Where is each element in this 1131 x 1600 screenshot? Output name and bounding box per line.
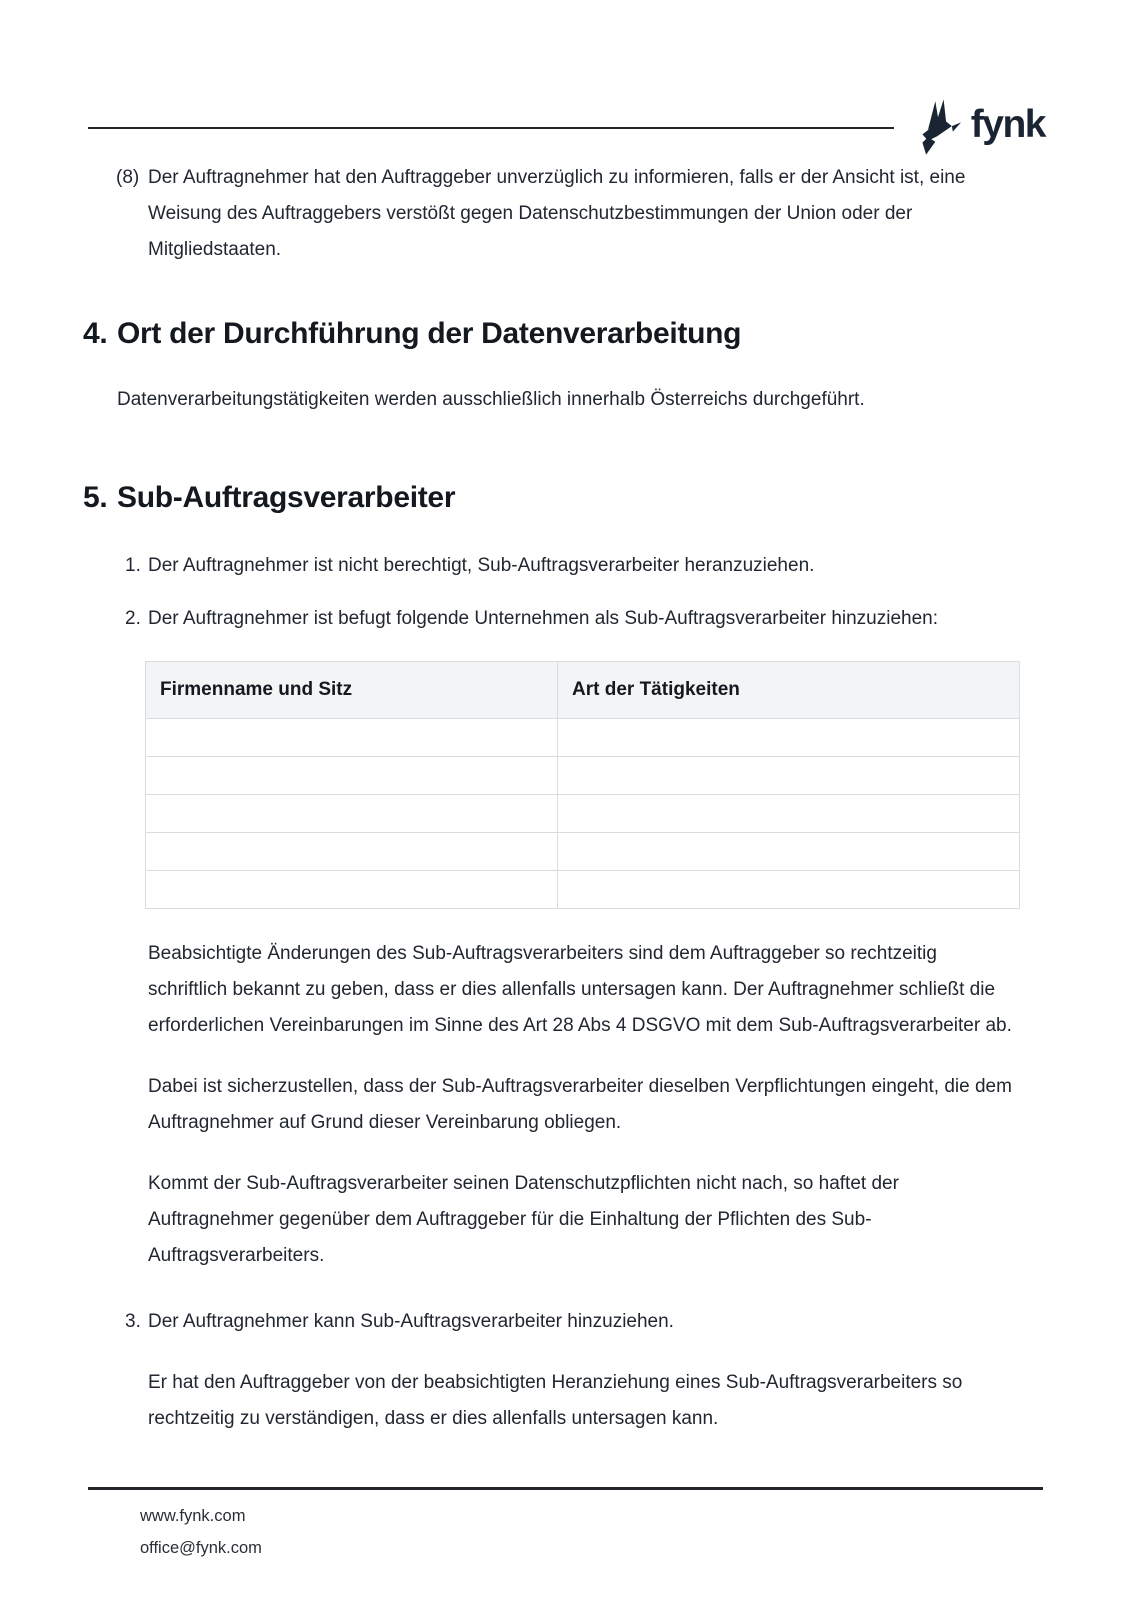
table-row (146, 719, 1020, 757)
clause-8 (116, 160, 1043, 268)
page-header (0, 0, 1131, 160)
section-5-title: Sub-Auftragsverarbeiter (117, 481, 456, 514)
table-cell (146, 757, 558, 795)
section-4-title: Ort der Durchführung der Datenverarbeitung (117, 317, 742, 350)
list-item-2-text: Der Auftragnehmer ist befugt folgende Unternehmen als Sub-Auftragsverarbeiter hinzuziehen: (148, 608, 939, 629)
page-footer (88, 1487, 1043, 1564)
table-cell (558, 833, 1020, 871)
footer-email-link[interactable]: office@fynk.com (140, 1539, 262, 1557)
list-item-3 (125, 1304, 1131, 1340)
list-item-1-number: 1. (125, 555, 141, 576)
section-4-number: 4. (83, 317, 108, 350)
fynk-logo (916, 98, 1045, 156)
footer-contact (140, 1500, 1043, 1564)
table-row (146, 871, 1020, 909)
clause-8-text: Der Auftragnehmer hat den Auftraggeber unverzüglich zu informieren, falls er der Ansicht ist, eine Weisung des Auftraggebers verstößt gegen Datenschutzbestimmungen der Union oder der Mitgliedstaaten. (148, 167, 966, 260)
table-row (146, 833, 1020, 871)
clause-8-number: (8) (116, 167, 140, 188)
paragraph-obligations: Dabei ist sicherzustellen, dass der Sub-Auftragsverarbeiter dieselben Verpflichtungen eingeht, die dem Auftragnehmer auf Grund dieser Vereinbarung obliegen. (148, 1076, 1012, 1133)
list-item-1 (125, 548, 1131, 584)
footer-website-link[interactable]: www.fynk.com (140, 1507, 246, 1525)
table-cell (558, 795, 1020, 833)
table-row (146, 795, 1020, 833)
list-item-3-number: 3. (125, 1311, 141, 1332)
subprocessor-table-body (146, 719, 1020, 909)
table-row (146, 757, 1020, 795)
section-5-heading (83, 480, 1131, 516)
table-cell (558, 719, 1020, 757)
table-cell (146, 719, 558, 757)
table-cell (146, 871, 558, 909)
section-5-list (0, 548, 1131, 1437)
section-5-number: 5. (83, 481, 108, 514)
list-item-2-number: 2. (125, 608, 141, 629)
table-cell (558, 871, 1020, 909)
list-item-3-text: Der Auftragnehmer kann Sub-Auftragsverarbeiter hinzuziehen. (148, 1311, 674, 1332)
table-cell (146, 833, 558, 871)
paragraph-item3-detail: Er hat den Auftraggeber von der beabsichtigten Heranziehung eines Sub-Auftragsverarbeiters so rechtzeitig zu verständigen, dass er dies allenfalls untersagen kann. (148, 1372, 963, 1429)
footer-divider (88, 1487, 1043, 1490)
list-item-1-text: Der Auftragnehmer ist nicht berechtigt, Sub-Auftragsverarbeiter heranzuziehen. (148, 555, 815, 576)
table-cell (146, 795, 558, 833)
section-4-heading (83, 316, 1131, 352)
origami-bird-icon (916, 98, 962, 156)
column-header-company: Firmenname und Sitz (146, 662, 558, 719)
document-body (0, 160, 1131, 1437)
list-item-2 (125, 601, 1131, 637)
section-4-paragraph: Datenverarbeitungstätigkeiten werden ausschließlich innerhalb Österreichs durchgeführt. (117, 389, 865, 410)
table-header-row (146, 662, 1020, 719)
header-divider (88, 127, 894, 129)
subprocessor-table (145, 661, 1020, 909)
subprocessor-table-head (146, 662, 1020, 719)
paragraph-liability: Kommt der Sub-Auftragsverarbeiter seinen Datenschutzpflichten nicht nach, so haftet der Auftragnehmer gegenüber dem Auftraggeber für die Einhaltung der Pflichten des Sub-Auftragsverarbeiters. (148, 1173, 899, 1266)
column-header-activities: Art der Tätigkeiten (558, 662, 1020, 719)
table-cell (558, 757, 1020, 795)
paragraph-changes: Beabsichtigte Änderungen des Sub-Auftragsverarbeiters sind dem Auftraggeber so rechtzeitig schriftlich bekannt zu geben, dass er dies allenfalls untersagen kann. Der Auftragnehmer schließt die erforderlichen Vereinbarungen im Sinne des Art 28 Abs 4 DSGVO mit dem Sub-Auftragsverarbeiter ab. (148, 943, 1012, 1036)
logo-wordmark: fynk (970, 102, 1045, 146)
